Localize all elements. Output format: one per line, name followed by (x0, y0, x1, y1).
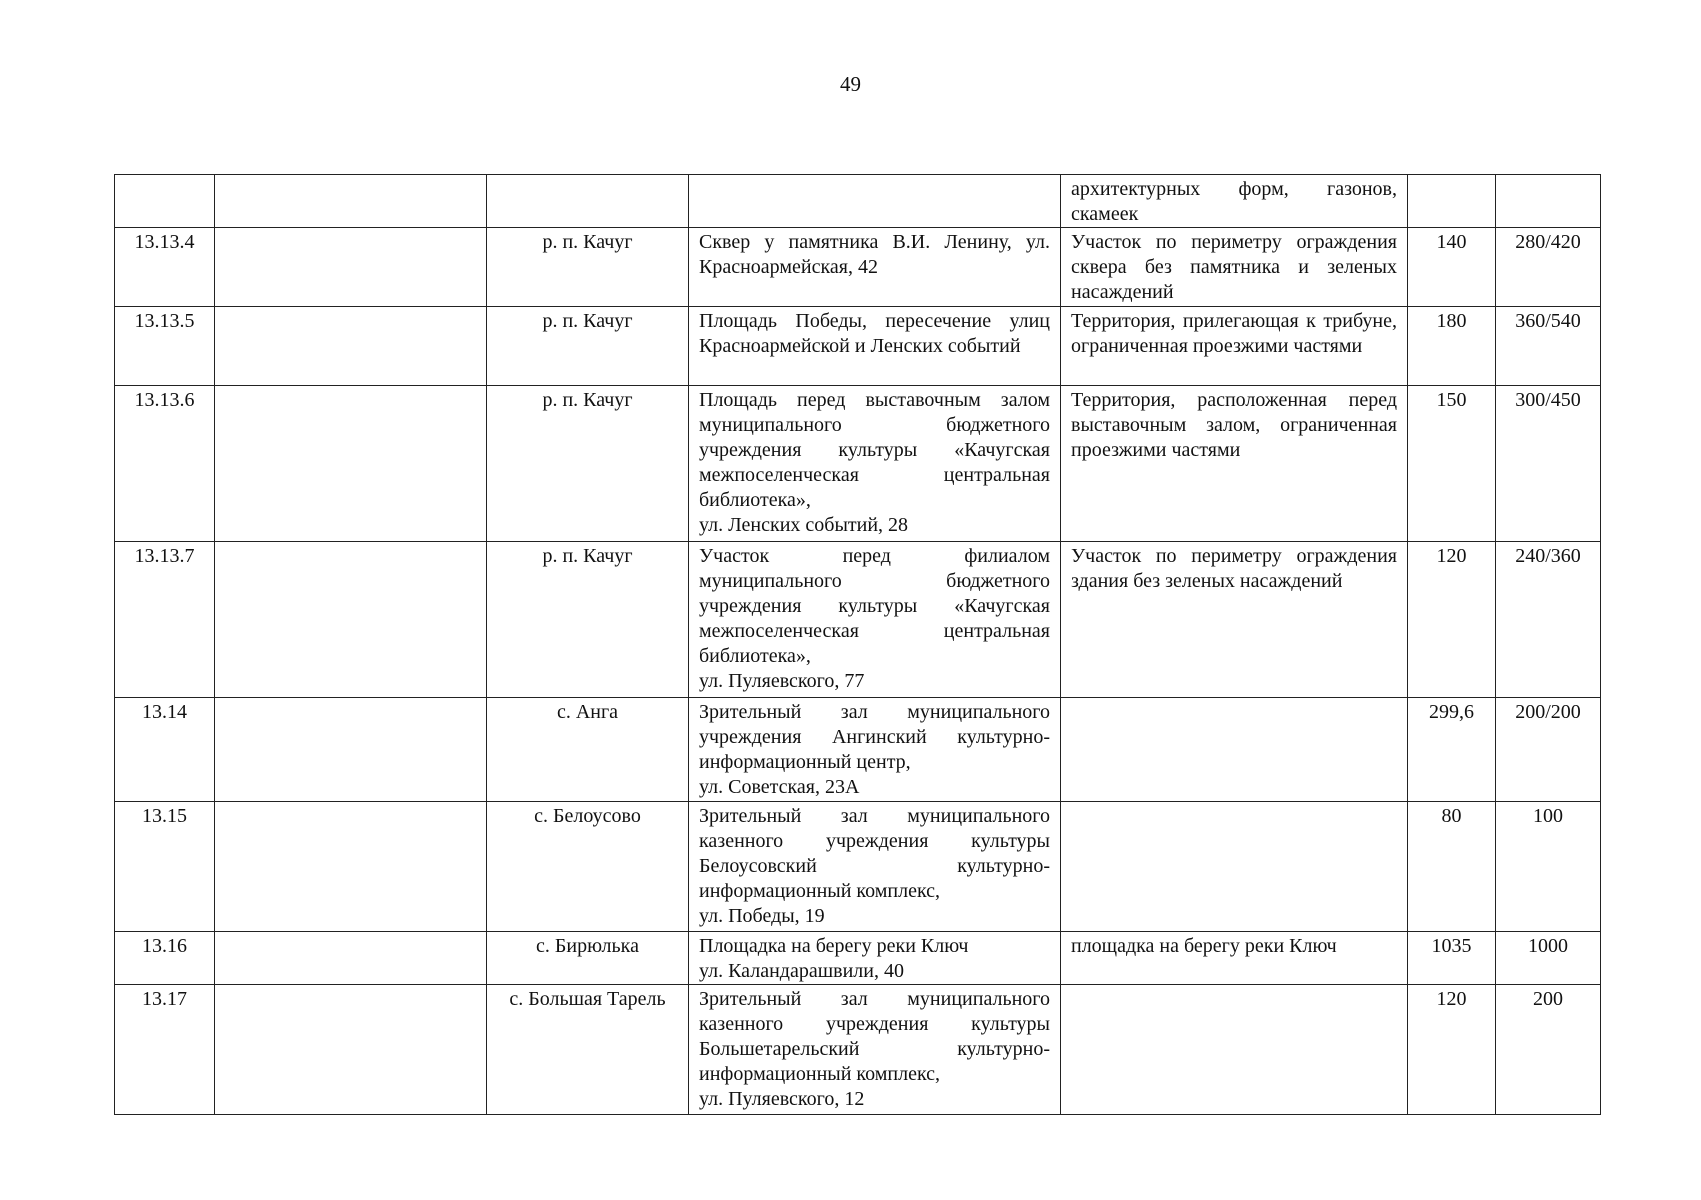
value1-cell: 120 (1408, 542, 1496, 698)
value2-cell: 280/420 (1496, 228, 1601, 307)
row-number: 13.17 (115, 985, 215, 1115)
row-number: 13.13.7 (115, 542, 215, 698)
row-number: 13.15 (115, 802, 215, 932)
description-cell: Территория, расположенная перед выставочным залом, ограниченная проезжими частями (1061, 386, 1408, 542)
table-row (115, 985, 1601, 1115)
value1-cell: 299,6 (1408, 698, 1496, 802)
document-table (114, 174, 1601, 1115)
description-cell: архитектурных форм, газонов, скамеек (1061, 175, 1408, 228)
value1-cell: 180 (1408, 307, 1496, 386)
object-cell: Сквер у памятника В.И. Ленину, ул. Красноармейская, 42 (689, 228, 1061, 307)
object-address: ул. Пуляевского, 12 (699, 1088, 865, 1110)
object-address: ул. Ленских событий, 28 (699, 514, 909, 536)
object-cell (689, 698, 1061, 802)
value2-cell: 300/450 (1496, 386, 1601, 542)
table-row (115, 698, 1601, 802)
table-row (115, 386, 1601, 542)
value1-cell: 140 (1408, 228, 1496, 307)
location-cell: р. п. Качуг (487, 542, 689, 698)
object-address: ул. Пуляевского, 77 (699, 670, 865, 692)
object-name: Зрительный зал муниципального казенного учреждения культуры Большетарельский культурно-информационный комплекс, (699, 988, 1050, 1085)
value2-cell: 200/200 (1496, 698, 1601, 802)
object-cell: Площадь Победы, пересечение улиц Красноармейской и Ленских событий (689, 307, 1061, 386)
row-number: 13.14 (115, 698, 215, 802)
blank-cell (215, 542, 487, 698)
blank-cell (215, 307, 487, 386)
row-number: 13.13.6 (115, 386, 215, 542)
object-name: Зрительный зал муниципального казенного учреждения культуры Белоусовский культурно-информационный комплекс, (699, 805, 1050, 902)
location-cell: р. п. Качуг (487, 386, 689, 542)
value1-cell: 120 (1408, 985, 1496, 1115)
table-row (115, 802, 1601, 932)
row-number: 13.16 (115, 932, 215, 985)
table-row (115, 932, 1601, 985)
blank-cell (215, 698, 487, 802)
object-name: Участок перед филиалом муниципального бюджетного учреждения культуры «Качугская межпоселенческая центральная библиотека», (699, 545, 1050, 667)
location-cell: с. Белоусово (487, 802, 689, 932)
value2-cell: 360/540 (1496, 307, 1601, 386)
value2-cell: 240/360 (1496, 542, 1601, 698)
object-cell (689, 542, 1061, 698)
object-cell (689, 386, 1061, 542)
row-number: 13.13.5 (115, 307, 215, 386)
description-cell (1061, 802, 1408, 932)
blank-cell (215, 386, 487, 542)
blank-cell (215, 175, 487, 228)
table-row (115, 307, 1601, 386)
value1-cell: 1035 (1408, 932, 1496, 985)
blank-cell (215, 932, 487, 985)
object-cell (689, 802, 1061, 932)
value1-cell (1408, 175, 1496, 228)
row-number: 13.13.4 (115, 228, 215, 307)
object-name: Площадь перед выставочным залом муниципального бюджетного учреждения культуры «Качугская межпоселенческая центральная библиотека», (699, 389, 1050, 511)
value2-cell: 200 (1496, 985, 1601, 1115)
object-address: ул. Каландарашвили, 40 (699, 960, 904, 982)
blank-cell (215, 228, 487, 307)
value2-cell: 1000 (1496, 932, 1601, 985)
description-cell (1061, 698, 1408, 802)
location-cell: р. п. Качуг (487, 307, 689, 386)
object-cell (689, 985, 1061, 1115)
blank-cell (215, 985, 487, 1115)
description-cell (1061, 985, 1408, 1115)
object-name: Площадка на берегу реки Ключ (699, 935, 969, 957)
value1-cell: 80 (1408, 802, 1496, 932)
object-cell (689, 932, 1061, 985)
description-cell: Территория, прилегающая к трибуне, ограниченная проезжими частями (1061, 307, 1408, 386)
table-row (115, 228, 1601, 307)
value2-cell: 100 (1496, 802, 1601, 932)
location-cell: с. Анга (487, 698, 689, 802)
description-cell: площадка на берегу реки Ключ (1061, 932, 1408, 985)
object-address: ул. Советская, 23А (699, 776, 860, 798)
object-name: Зрительный зал муниципального учреждения Ангинский культурно-информационный центр, (699, 701, 1050, 773)
blank-cell (215, 802, 487, 932)
object-cell (689, 175, 1061, 228)
value1-cell: 150 (1408, 386, 1496, 542)
location-cell: с. Бирюлька (487, 932, 689, 985)
location-cell: р. п. Качуг (487, 228, 689, 307)
location-cell (487, 175, 689, 228)
location-cell: с. Большая Тарель (487, 985, 689, 1115)
page-number: 49 (840, 72, 861, 96)
object-address: ул. Победы, 19 (699, 905, 825, 927)
table-row (115, 175, 1601, 228)
table-row (115, 542, 1601, 698)
row-number (115, 175, 215, 228)
description-cell: Участок по периметру ограждения сквера без памятника и зеленых насаждений (1061, 228, 1408, 307)
value2-cell (1496, 175, 1601, 228)
description-cell: Участок по периметру ограждения здания без зеленых насаждений (1061, 542, 1408, 698)
